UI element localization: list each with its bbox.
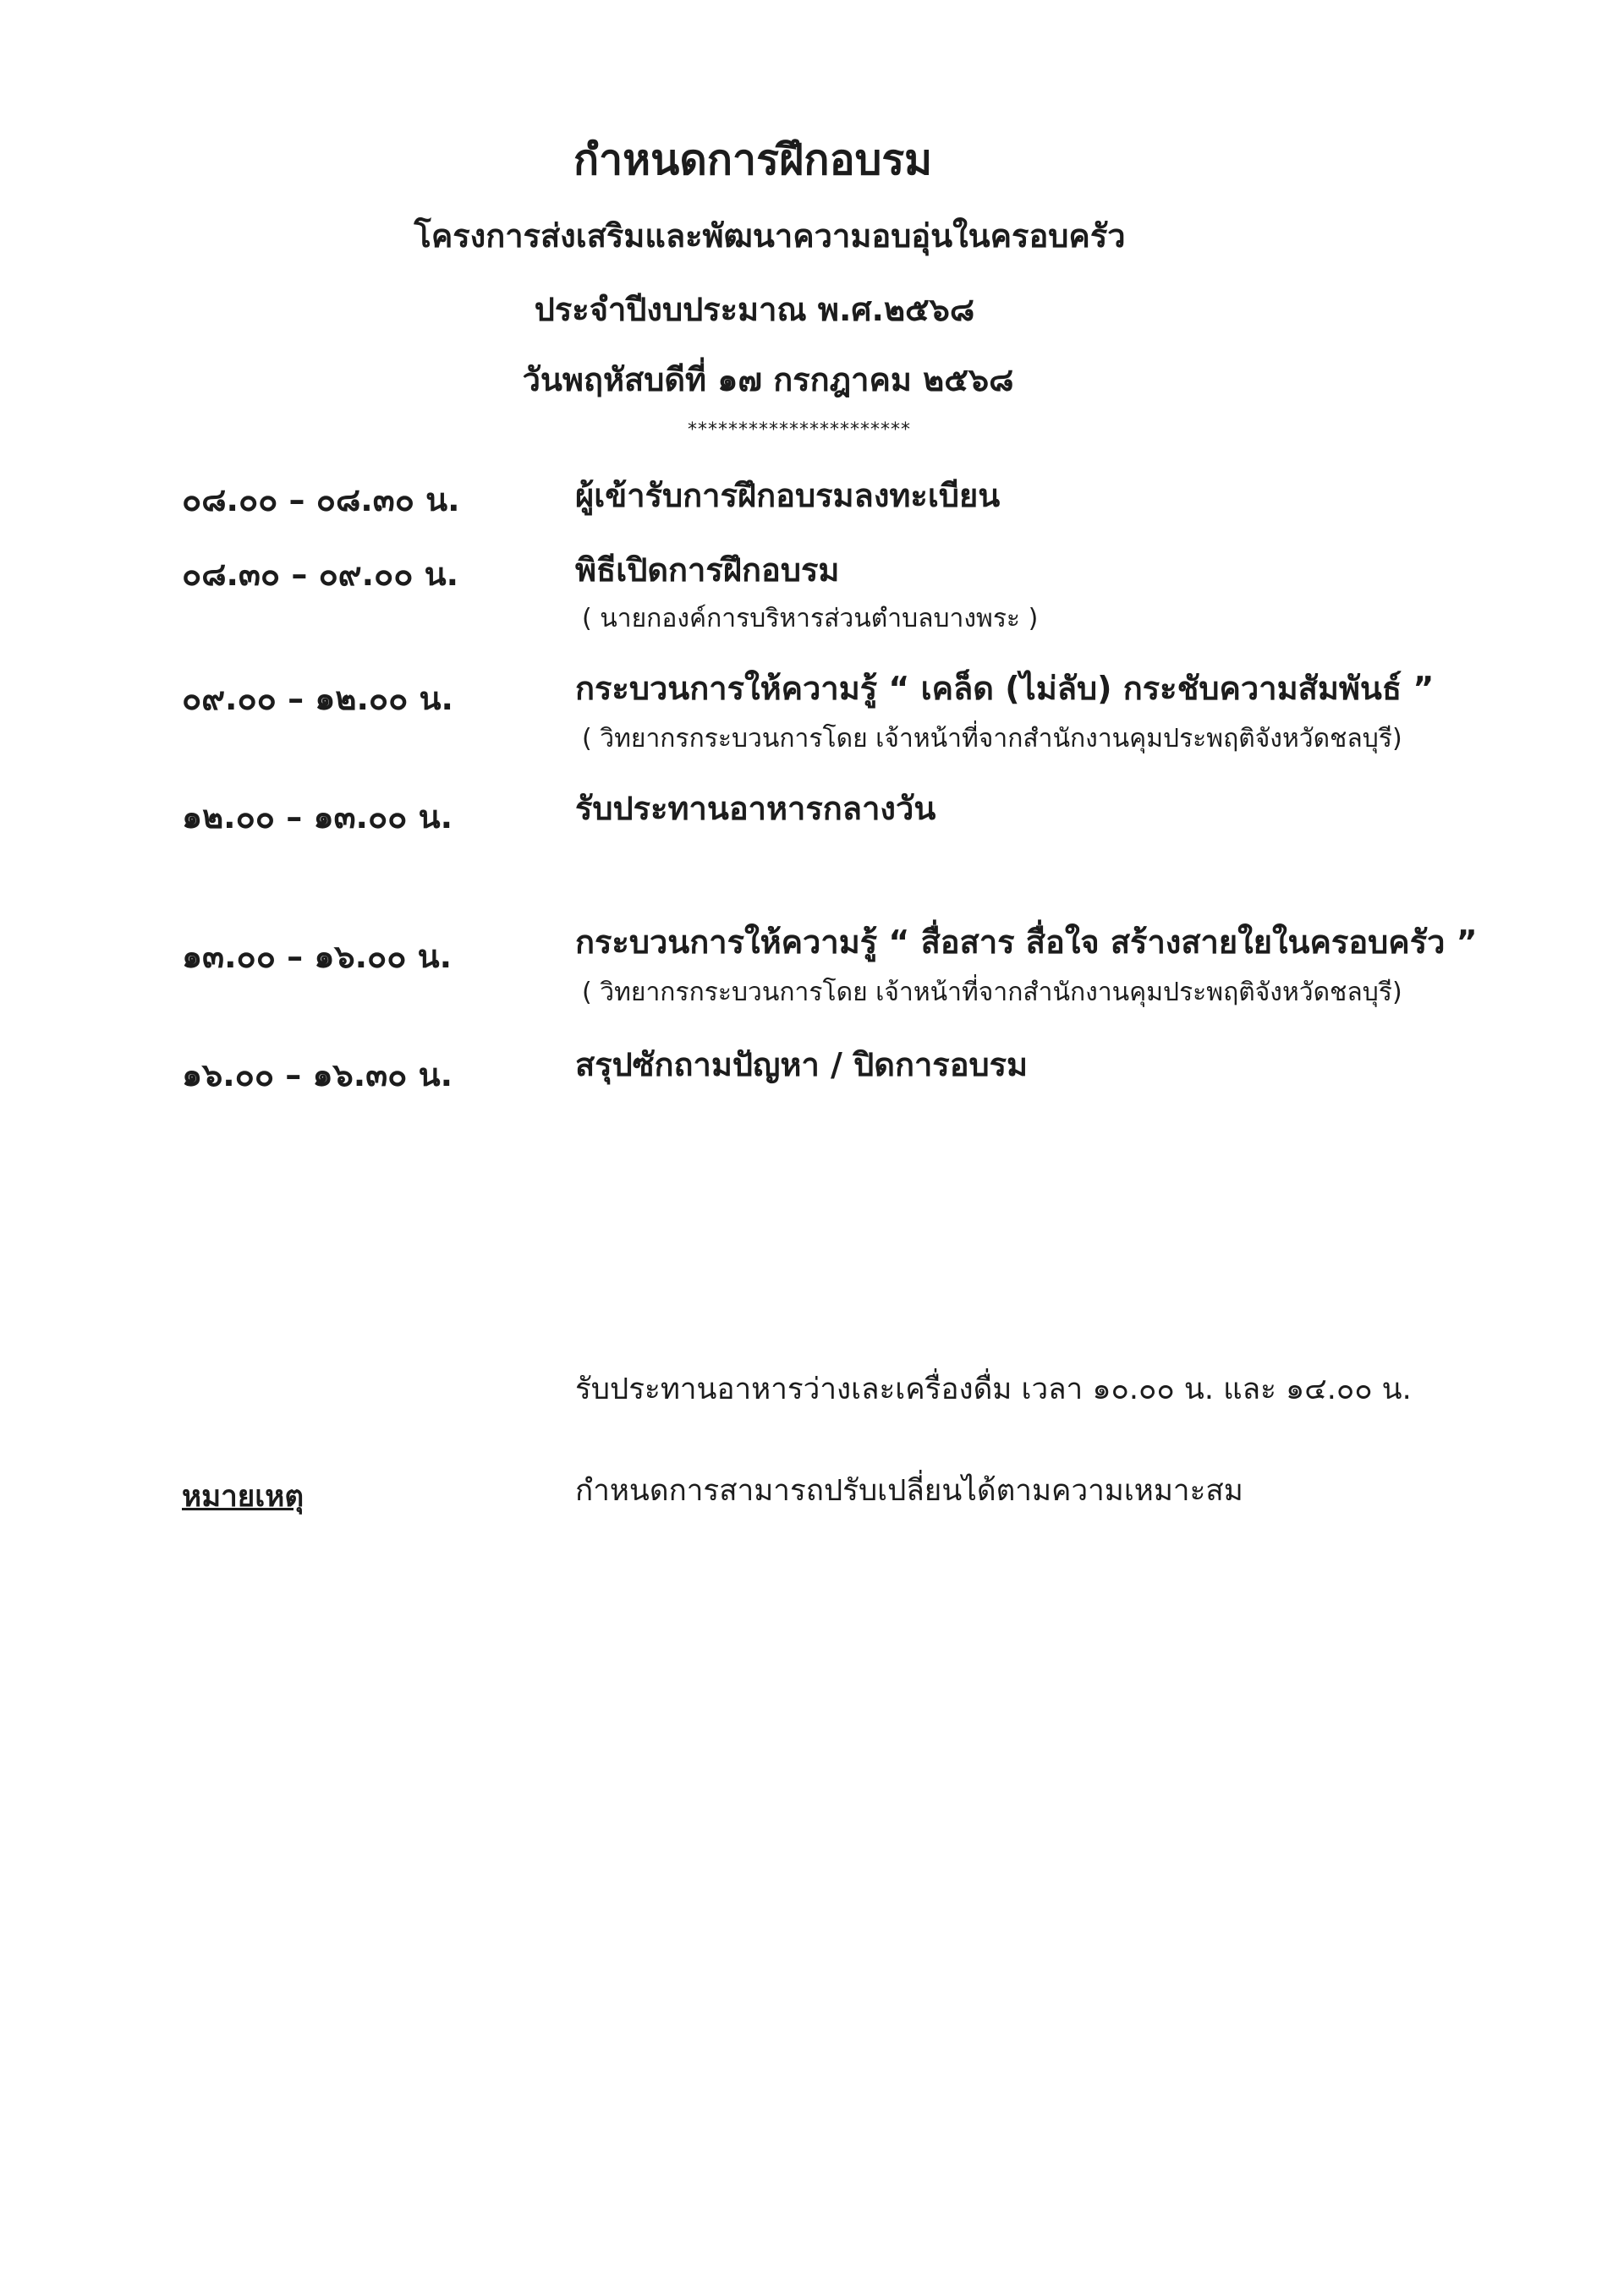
schedule-activity: สรุปซักถามปัญหา / ปิดการอบรม: [575, 1046, 1029, 1083]
schedule-activity: กระบวนการให้ความรู้ “ เคล็ด (ไม่ลับ) กระชับความสัมพันธ์ ”: [575, 670, 1435, 707]
separator-stars: **********************: [688, 419, 911, 441]
schedule-time: ๑๓.๐๐ – ๑๖.๐๐ น.: [182, 938, 453, 975]
schedule-activity: ผู้เข้ารับการฝึกอบรมลงทะเบียน: [575, 477, 1001, 514]
schedule-note: ( วิทยากรกระบวนการโดย เจ้าหน้าที่จากสำนักงานคุมประพฤติจังหวัดชลบุรี): [582, 978, 1402, 1007]
snack-note: รับประทานอาหารว่างเละเครื่องดื่ม เวลา ๑๐.๐๐ น. และ ๑๔.๐๐ น.: [575, 1373, 1412, 1406]
fiscal-year: ประจำปีงบประมาณ พ.ศ.๒๕๖๘: [534, 291, 975, 328]
schedule-time: ๐๘.๓๐ – ๐๙.๐๐ น.: [182, 556, 459, 593]
schedule-time: ๑๖.๐๐ – ๑๖.๓๐ น.: [182, 1056, 453, 1093]
remark-text: กำหนดการสามารถปรับเปลี่ยนได้ตามความเหมาะสม: [575, 1474, 1243, 1508]
schedule-note: ( วิทยากรกระบวนการโดย เจ้าหน้าที่จากสำนักงานคุมประพฤติจังหวัดชลบุรี): [582, 724, 1402, 753]
remark-label: หมายเหตุ: [182, 1480, 304, 1514]
schedule-time: ๑๒.๐๐ – ๑๓.๐๐ น.: [182, 798, 453, 836]
event-date: วันพฤหัสบดีที่ ๑๗ กรกฎาคม ๒๕๖๘: [522, 361, 1014, 398]
schedule-activity: กระบวนการให้ความรู้ “ สื่อสาร สื่อใจ สร้างสายใยในครอบครัว ”: [575, 923, 1478, 961]
document-title: กำหนดการฝึกอบรม: [573, 135, 933, 184]
schedule-activity: พิธีเปิดการฝึกอบรม: [575, 551, 840, 589]
project-name: โครงการส่งเสริมและพัฒนาความอบอุ่นในครอบครัว: [414, 217, 1126, 255]
schedule-note: ( นายกองค์การบริหารส่วนตำบลบางพระ ): [582, 604, 1039, 633]
schedule-time: ๐๙.๐๐ – ๑๒.๐๐ น.: [182, 680, 453, 717]
schedule-activity: รับประทานอาหารกลางวัน: [575, 790, 936, 827]
schedule-time: ๐๘.๐๐ – ๐๘.๓๐ น.: [182, 481, 460, 518]
